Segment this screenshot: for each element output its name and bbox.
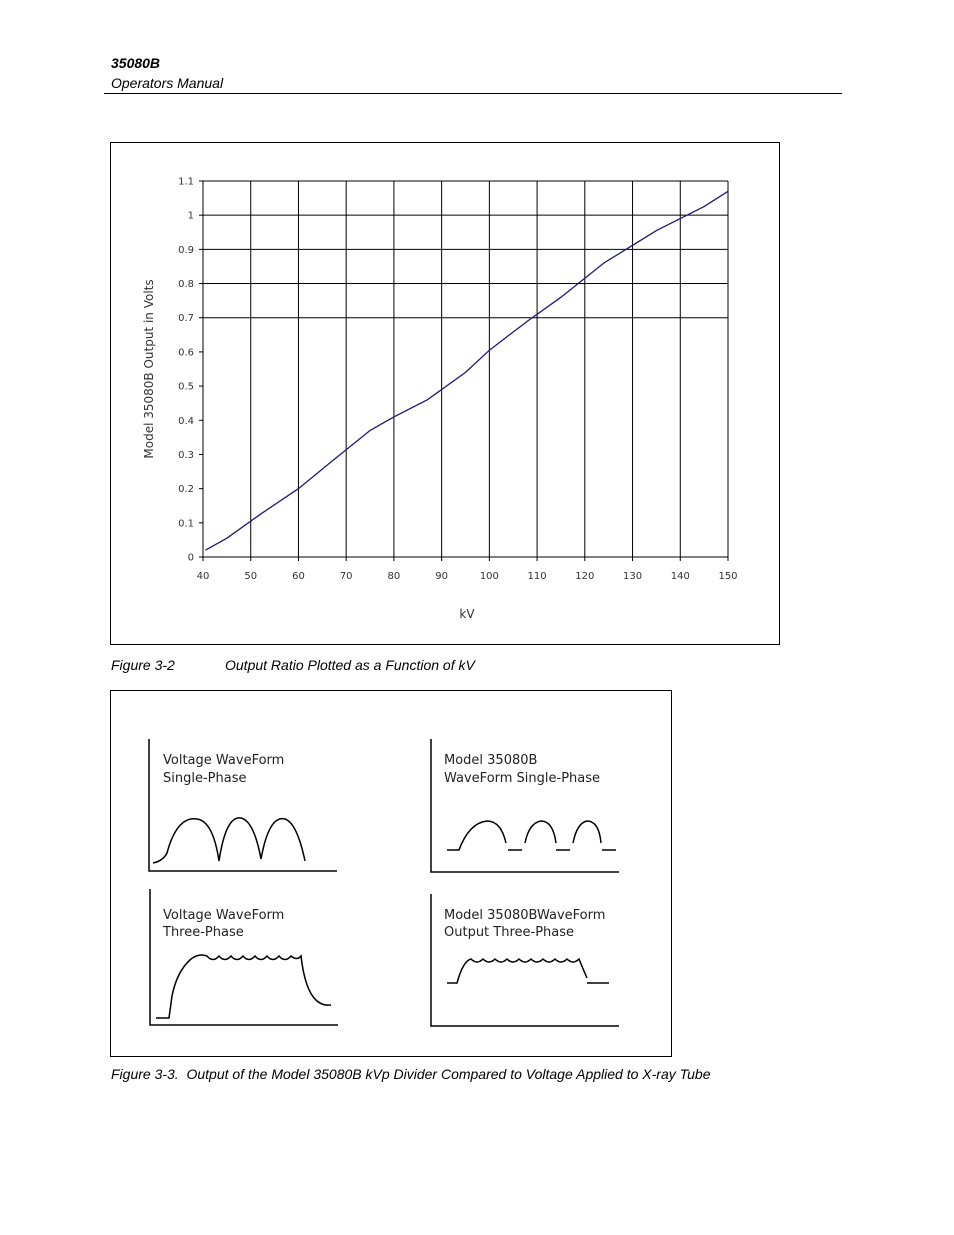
y-tick-label: 0.5 (178, 381, 194, 393)
figure-3-2-title: Output Ratio Plotted as a Function of kV (225, 657, 475, 673)
chart-tick-labels (178, 177, 737, 583)
x-tick-label: 150 (718, 571, 738, 582)
y-tick-label: 0.4 (178, 415, 194, 427)
panel1-label (163, 752, 284, 788)
document-title: Operators Manual (111, 75, 224, 91)
y-tick-label: 0.1 (178, 518, 194, 530)
x-tick-label: 50 (244, 571, 258, 582)
figure-3-3-number: Figure 3-3. (111, 1066, 179, 1082)
y-axis-label: Model 35080B Output in Volts (142, 279, 156, 459)
y-tick-label: 1 (187, 210, 194, 222)
figure-3-3-title: Output of the Model 35080B kVp Divider Compared to Voltage Applied to X-ray Tube (186, 1066, 711, 1082)
x-tick-label: 80 (387, 571, 401, 582)
panel3-label-line2: Three-Phase (163, 925, 244, 940)
panel2-waveform (447, 821, 616, 850)
document-model: 35080B (111, 55, 161, 71)
y-tick-label: 0.2 (178, 484, 194, 496)
x-tick-label: 110 (527, 571, 547, 582)
x-axis-label: kV (459, 607, 475, 621)
x-tick-label: 40 (196, 571, 210, 582)
y-tick-label: 0.6 (178, 347, 194, 359)
panel4-label (444, 907, 605, 941)
panel1-label-line2: Single-Phase (163, 771, 247, 786)
panel3-label-line1: Voltage WaveForm (163, 908, 285, 923)
panel1-waveform (153, 818, 305, 863)
panel3-label (163, 907, 284, 941)
output-ratio-line (205, 191, 728, 550)
y-tick-label: 0.9 (178, 244, 194, 256)
x-tick-label: 60 (292, 571, 305, 582)
figure-3-2-caption (111, 657, 475, 673)
panel3-waveform (156, 955, 331, 1018)
header-divider (104, 93, 842, 94)
x-tick-label: 70 (339, 571, 353, 582)
figure-3-3-caption (111, 1066, 711, 1082)
waveform-diagram (111, 691, 671, 1056)
panel2-label-line2: WaveForm Single-Phase (444, 771, 601, 786)
chart-figure-frame (110, 142, 780, 645)
panel2-label-line1: Model 35080B (444, 753, 538, 768)
x-tick-label: 100 (479, 571, 499, 582)
panel4-label-line2: Output Three-Phase (444, 925, 575, 940)
x-tick-label: 130 (622, 571, 643, 582)
waveform-figure-frame (110, 690, 672, 1057)
y-tick-label: 0.8 (178, 279, 194, 291)
panel4-waveform (447, 959, 609, 983)
chart-axes (199, 181, 728, 561)
panel2-label (444, 752, 600, 788)
figure-3-2-number: Figure 3-2 (111, 657, 175, 673)
x-tick-label: 140 (670, 571, 690, 582)
panel1-label-line1: Voltage WaveForm (163, 753, 285, 768)
output-ratio-chart (111, 143, 779, 644)
chart-series (205, 191, 728, 550)
x-tick-label: 90 (435, 571, 449, 582)
y-tick-label: 0 (187, 552, 194, 564)
y-tick-label: 0.7 (178, 313, 194, 325)
panel4-label-line1: Model 35080BWaveForm (444, 908, 606, 923)
x-tick-label: 120 (575, 571, 595, 582)
y-tick-label: 0.3 (178, 449, 194, 461)
y-tick-label: 1.1 (178, 176, 194, 188)
